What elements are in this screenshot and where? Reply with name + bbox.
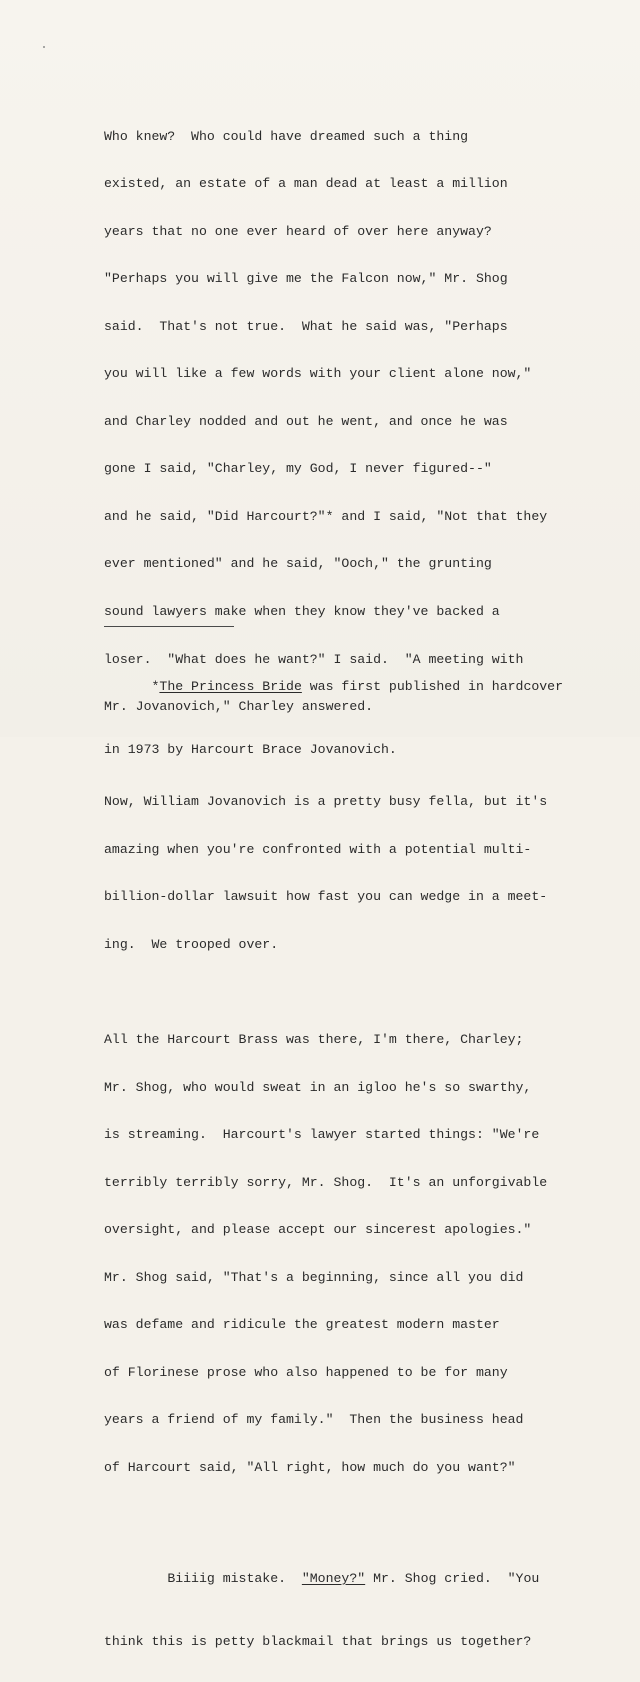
paragraph-line: gone I said, "Charley, my God, I never figured--"	[104, 461, 492, 477]
body-text	[104, 97, 614, 1682]
final-line-1	[104, 1555, 614, 1603]
paragraph-line: years that no one ever heard of over here anyway?	[104, 223, 492, 239]
paragraph-4	[104, 1523, 614, 1681]
paragraph-line: and he said, "Did Harcourt?"* and I said, "Not that they	[104, 508, 548, 524]
paragraph-line: All the Harcourt Brass was there, I'm there, Charley;	[104, 1032, 524, 1048]
paragraph-line: years a friend of my family." Then the business head	[104, 1412, 524, 1428]
paragraph-line: oversight, and please accept our sincerest apologies."	[104, 1222, 532, 1238]
paragraph-line: you will like a few words with your client alone now,"	[104, 366, 532, 382]
paragraph-line: Mr. Shog, who would sweat in an igloo he's so swarthy,	[104, 1079, 532, 1095]
paragraph-line: of Florinese prose who also happened to be for many	[104, 1364, 508, 1380]
footnote-rule	[104, 626, 234, 627]
paragraph-line: ever mentioned" and he said, "Ooch," the grunting	[104, 556, 492, 572]
paragraph-line: existed, an estate of a man dead at least a million	[104, 176, 508, 192]
paragraph-line: Who knew? Who could have dreamed such a thing	[104, 128, 469, 144]
paragraph-3	[104, 1000, 614, 1507]
final-line-1-prefix: Biiiig mistake.	[167, 1570, 302, 1586]
paragraph-line: loser. "What does he want?" I said. "A meeting with	[104, 651, 524, 667]
paragraph-line: Mr. Jovanovich," Charley answered.	[104, 699, 374, 715]
paragraph-line: terribly terribly sorry, Mr. Shog. It's an unforgivable	[104, 1174, 548, 1190]
final-line-2: think this is petty blackmail that brings us together?	[104, 1634, 532, 1650]
footnote-line-1	[104, 663, 614, 711]
paragraph-line: and Charley nodded and out he went, and once he was	[104, 413, 508, 429]
money-underlined-text: "Money?"	[301, 1570, 366, 1586]
paragraph-2	[104, 763, 614, 985]
paragraph-line: said. That's not true. What he said was, "Perhaps	[104, 318, 508, 334]
final-line-1-suffix: Mr. Shog cried. "You	[365, 1570, 540, 1586]
footnote	[104, 631, 614, 789]
footnote-marker: *	[151, 678, 160, 694]
footnote-line-2: in 1973 by Harcourt Brace Jovanovich.	[104, 741, 397, 757]
paragraph-line: was defame and ridicule the greatest modern master	[104, 1317, 500, 1333]
footnote-book-title: The Princess Bride	[159, 678, 302, 694]
footnote-line-1-suffix: was first published in hardcover	[301, 678, 564, 694]
paragraph-line: sound lawyers make when they know they've backed a	[104, 604, 500, 619]
paragraph-line: ing. We trooped over.	[104, 936, 279, 952]
paragraph-line: billion-dollar lawsuit how fast you can wedge in a meet-	[104, 889, 548, 905]
paper-speck	[43, 46, 45, 48]
paragraph-gap	[104, 984, 614, 1000]
paragraph-line: "Perhaps you will give me the Falcon now," Mr. Shog	[104, 271, 508, 287]
paragraph-line: of Harcourt said, "All right, how much do you want?"	[104, 1459, 516, 1475]
paragraph-line: Mr. Shog said, "That's a beginning, since all you did	[104, 1269, 524, 1285]
paragraph-line: Now, William Jovanovich is a pretty busy fella, but it's	[104, 794, 548, 810]
paragraph-line: amazing when you're confronted with a potential multi-	[104, 841, 532, 857]
paragraph-line: is streaming. Harcourt's lawyer started things: "We're	[104, 1127, 540, 1143]
paragraph-gap	[104, 1507, 614, 1523]
